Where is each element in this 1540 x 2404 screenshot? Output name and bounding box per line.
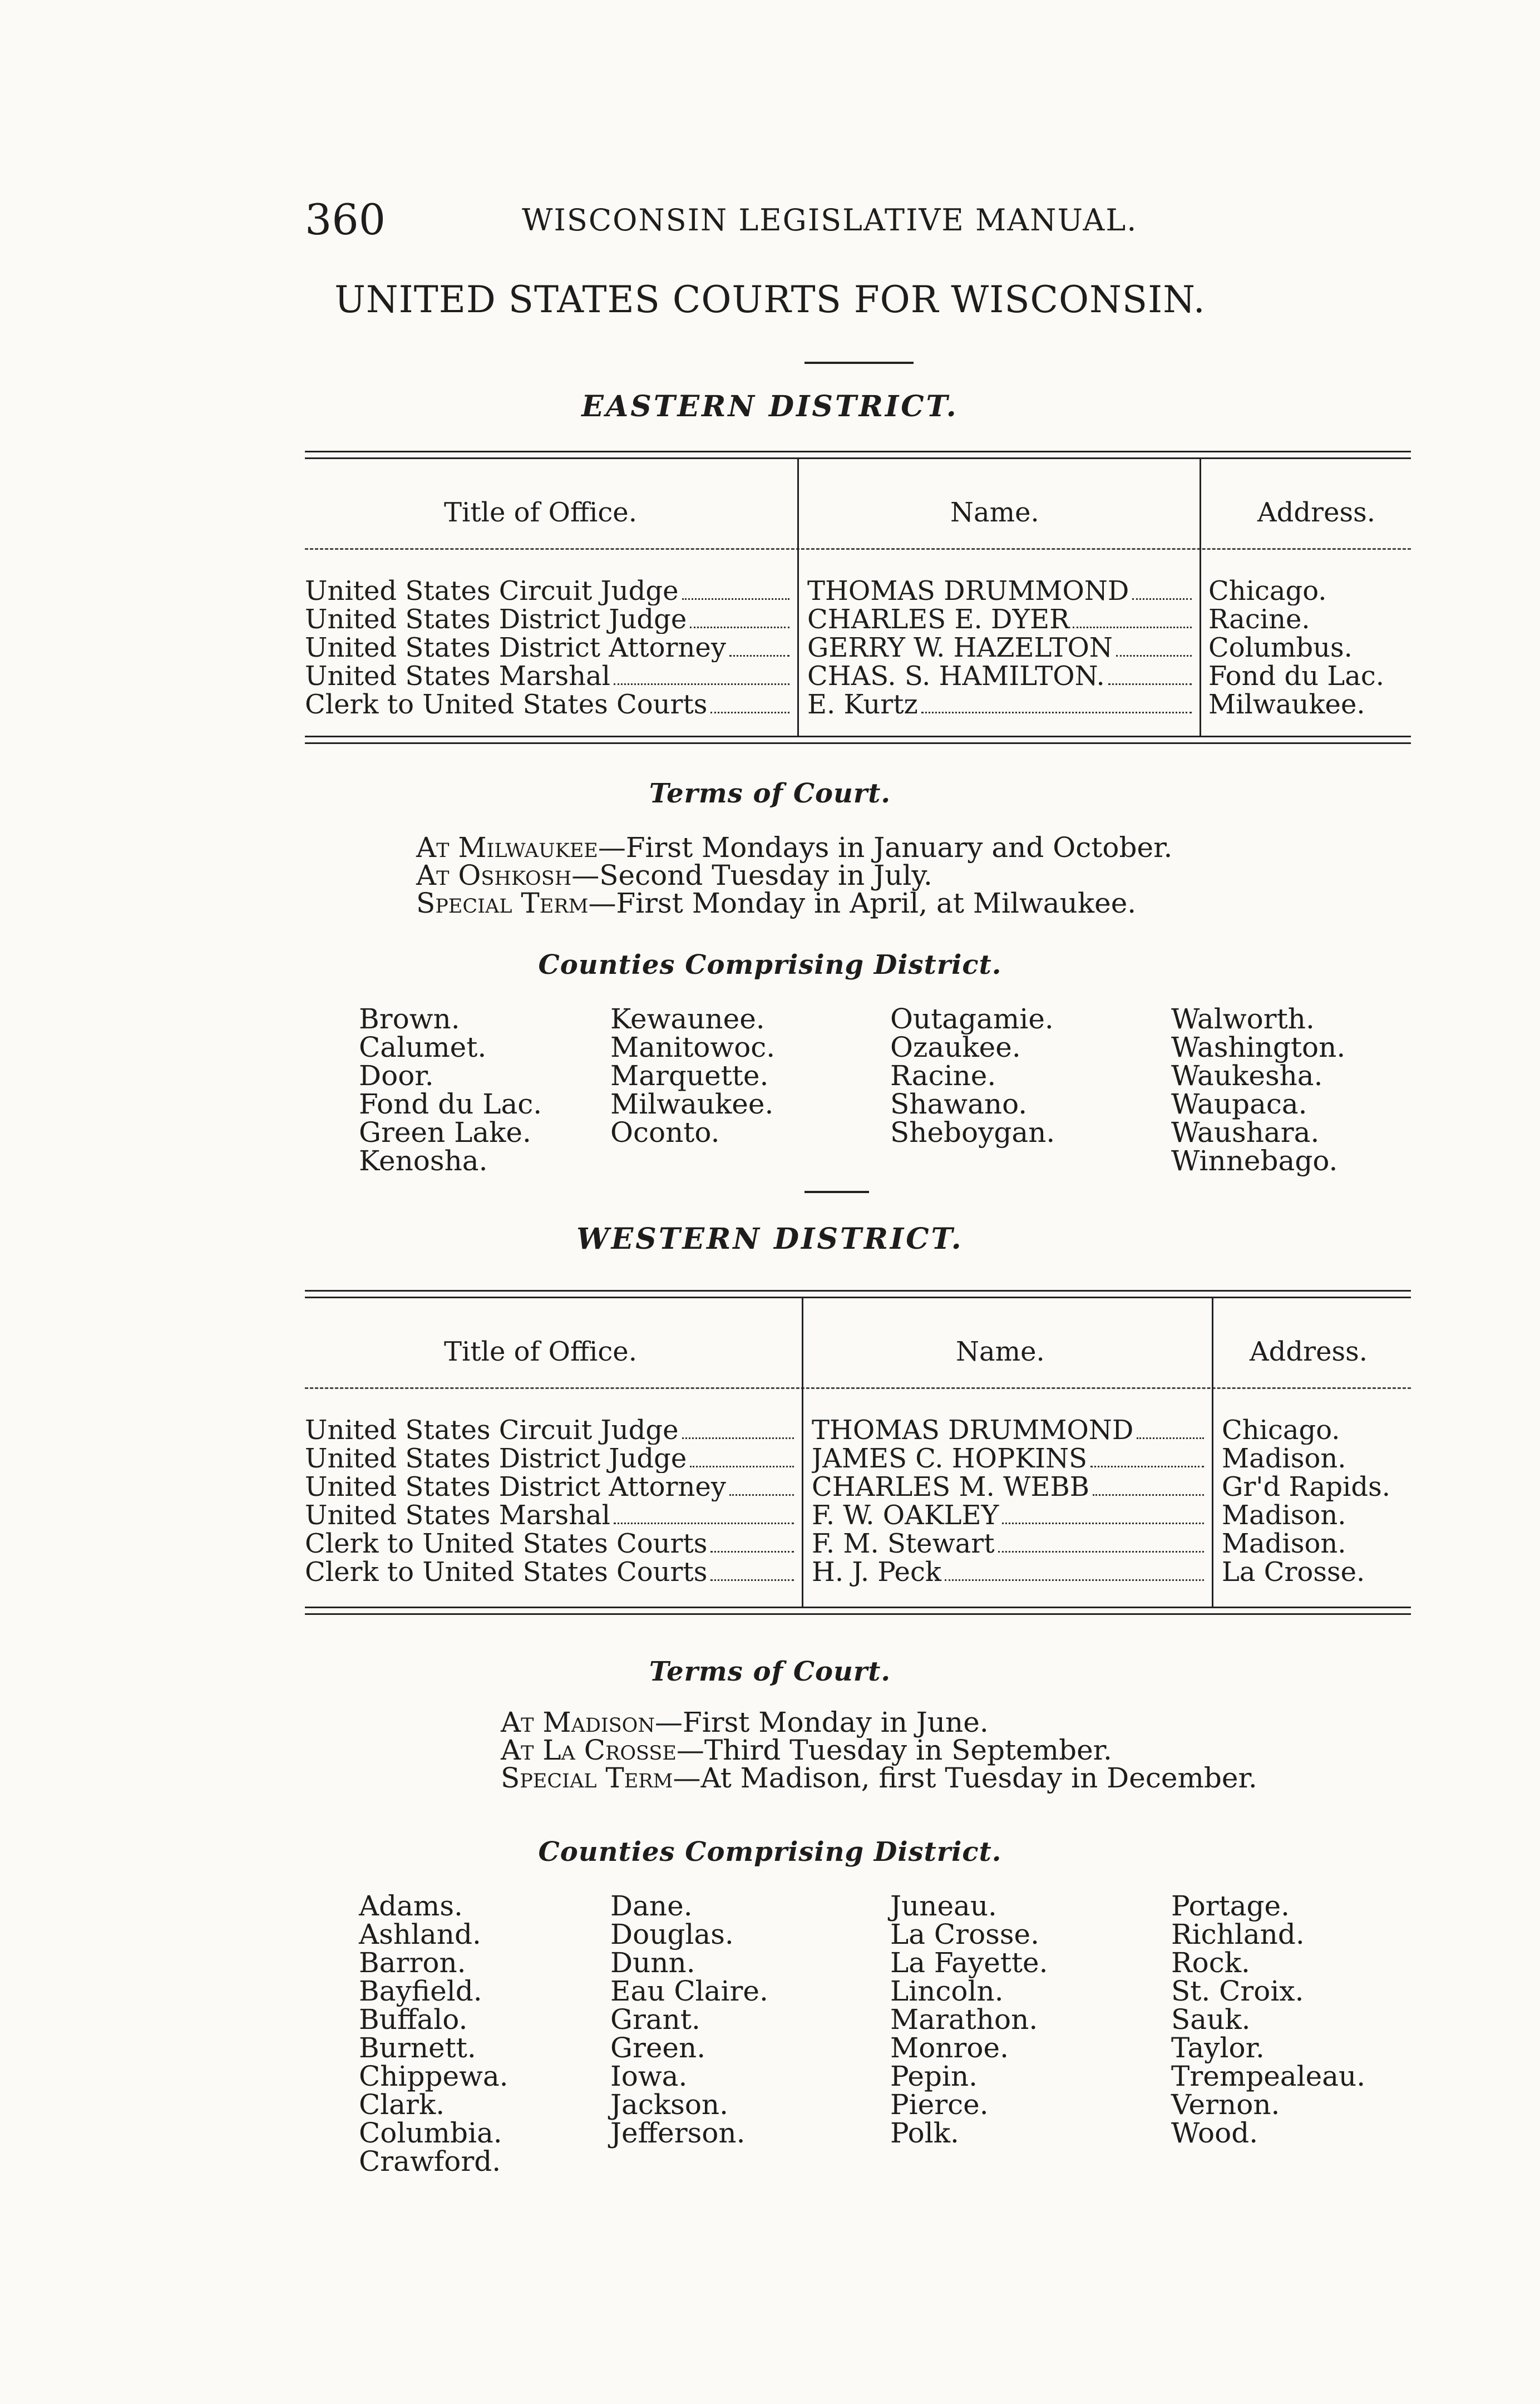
table-row <box>305 1558 1411 1587</box>
county-name: Shawano. <box>890 1088 1028 1120</box>
cell-name-text: GERRY W. HAZELTON <box>807 634 1113 662</box>
term-text: —At Madison, first Tuesday in December. <box>673 1762 1257 1794</box>
leader-dots <box>1132 592 1192 600</box>
cell-name <box>807 577 1194 605</box>
county-name: Brown. <box>359 1003 460 1035</box>
county-name: Kenosha. <box>359 1145 488 1177</box>
county-name: Sheboygan. <box>890 1116 1055 1149</box>
column-header-address: Address. <box>1257 497 1375 528</box>
county-column <box>610 1005 775 1147</box>
leader-dots <box>1137 1431 1204 1439</box>
cell-name-text: THOMAS DRUMMOND <box>807 577 1129 605</box>
county-name: Walworth. <box>1171 1003 1315 1035</box>
eastern-counties-list <box>359 1005 1416 1183</box>
header-rule <box>305 548 1411 550</box>
cell-address <box>1208 662 1420 691</box>
cell-title-text: Clerk to United States Courts <box>305 691 708 719</box>
county-name: Barron. <box>359 1947 466 1979</box>
county-name: Door. <box>359 1060 434 1092</box>
county-name: Racine. <box>890 1060 996 1092</box>
county-name: Douglas. <box>610 1918 734 1950</box>
county-name: Bayfield. <box>359 1975 482 2007</box>
cell-name-text: JAMES C. HOPKINS <box>812 1445 1087 1473</box>
cell-name <box>807 605 1194 634</box>
table-row <box>305 1501 1411 1530</box>
county-column <box>359 1892 509 2176</box>
table-row <box>305 1445 1411 1473</box>
eastern-terms-heading: Terms of Court. <box>649 778 891 809</box>
cell-name <box>812 1558 1206 1587</box>
cell-address <box>1208 605 1420 634</box>
term-place: At Milwaukee <box>416 831 598 864</box>
county-name: Chippewa. <box>359 2060 509 2092</box>
county-name: Milwaukee. <box>610 1088 774 1120</box>
column-header-title: Title of Office. <box>444 497 637 528</box>
cell-address-text: Gr'd Rapids. <box>1222 1473 1391 1501</box>
table-top-rule <box>305 1290 1411 1298</box>
term-line <box>416 831 1173 864</box>
county-name: Vernon. <box>1171 2088 1280 2121</box>
leader-dots <box>1073 620 1192 628</box>
county-name: Taylor. <box>1171 2032 1265 2064</box>
term-text: —First Mondays in January and October. <box>598 831 1173 864</box>
county-name: Fond du Lac. <box>359 1088 542 1120</box>
county-name: Outagamie. <box>890 1003 1054 1035</box>
table-row <box>305 1416 1411 1445</box>
county-column <box>1171 1892 1365 2147</box>
cell-title <box>305 1558 796 1587</box>
column-divider <box>1212 1298 1213 1393</box>
eastern-officers-table <box>305 451 1411 744</box>
county-name: Pierce. <box>890 2088 989 2121</box>
county-column <box>1171 1005 1345 1175</box>
cell-title <box>305 1473 796 1501</box>
cell-name-text: THOMAS DRUMMOND <box>812 1416 1134 1445</box>
cell-name-text: F. W. OAKLEY <box>812 1501 999 1530</box>
county-column <box>610 1892 768 2147</box>
cell-address <box>1222 1558 1422 1587</box>
county-name: Waupaca. <box>1171 1088 1307 1120</box>
leader-dots <box>1108 677 1192 685</box>
county-name: Crawford. <box>359 2145 501 2178</box>
table-bottom-rule <box>305 736 1411 744</box>
county-name: Lincoln. <box>890 1975 1004 2007</box>
divider <box>804 1191 869 1193</box>
cell-address <box>1208 691 1420 719</box>
county-name: St. Croix. <box>1171 1975 1304 2007</box>
county-name: Buffalo. <box>359 2003 468 2036</box>
term-place: At Madison <box>501 1706 655 1738</box>
county-name: Jackson. <box>610 2088 729 2121</box>
cell-title-text: United States Marshal <box>305 662 610 691</box>
county-name: La Crosse. <box>890 1918 1039 1950</box>
cell-address <box>1208 634 1420 662</box>
county-name: Dunn. <box>610 1947 695 1979</box>
western-terms-heading: Terms of Court. <box>649 1656 891 1687</box>
county-name: Dane. <box>610 1890 693 1922</box>
county-name: Marathon. <box>890 2003 1038 2036</box>
cell-name <box>812 1501 1206 1530</box>
cell-title <box>305 1416 796 1445</box>
county-name: Rock. <box>1171 1947 1250 1979</box>
term-place: At Oshkosh <box>416 859 572 891</box>
cell-address-text: Chicago. <box>1222 1416 1340 1445</box>
cell-title-text: United States District Judge <box>305 1445 687 1473</box>
county-name: Washington. <box>1171 1031 1346 1063</box>
leader-dots <box>998 1544 1204 1553</box>
county-name: Clark. <box>359 2088 445 2121</box>
county-name: Sauk. <box>1171 2003 1251 2036</box>
western-district-heading: WESTERN DISTRICT. <box>576 1222 964 1256</box>
term-text: —Second Tuesday in July. <box>571 859 932 891</box>
cell-title <box>305 691 792 719</box>
county-name: Adams. <box>359 1890 463 1922</box>
column-divider <box>797 459 799 554</box>
county-name: Columbia. <box>359 2117 502 2149</box>
cell-address-text: Madison. <box>1222 1530 1346 1558</box>
cell-address-text: Milwaukee. <box>1208 691 1365 719</box>
eastern-terms-list <box>416 831 1173 919</box>
table-header <box>305 1298 1411 1393</box>
table-body <box>305 554 1411 736</box>
cell-address-text: La Crosse. <box>1222 1558 1365 1587</box>
term-place: At La Crosse <box>501 1734 677 1766</box>
column-header-address: Address. <box>1250 1336 1368 1367</box>
cell-address-text: Fond du Lac. <box>1208 662 1385 691</box>
leader-dots <box>682 1431 794 1439</box>
county-name: Waushara. <box>1171 1116 1320 1149</box>
county-name: Kewaunee. <box>610 1003 765 1035</box>
table-top-rule <box>305 451 1411 459</box>
term-line <box>416 861 1172 889</box>
western-counties-list <box>359 1892 1416 2181</box>
leader-dots <box>682 592 789 600</box>
cell-address-text: Columbus. <box>1208 634 1353 662</box>
county-column <box>359 1005 542 1175</box>
leader-dots <box>710 705 789 713</box>
divider <box>804 362 914 364</box>
cell-title-text: United States District Judge <box>305 605 687 634</box>
cell-title-text: United States Marshal <box>305 1501 610 1530</box>
western-terms-list <box>501 1708 1257 1792</box>
county-name: Trempealeau. <box>1171 2060 1366 2092</box>
county-column <box>890 1005 1055 1147</box>
cell-address-text: Madison. <box>1222 1501 1346 1530</box>
county-name: Waukesha. <box>1171 1060 1323 1092</box>
cell-title <box>305 1501 796 1530</box>
page-title: UNITED STATES COURTS FOR WISCONSIN. <box>334 278 1206 321</box>
cell-address-text: Madison. <box>1222 1445 1346 1473</box>
leader-dots <box>614 677 789 685</box>
cell-address <box>1222 1501 1422 1530</box>
term-place: Special Term <box>501 1762 673 1794</box>
cell-title <box>305 605 792 634</box>
cell-address-text: Racine. <box>1208 605 1310 634</box>
county-name: Wood. <box>1171 2117 1258 2149</box>
page-number: 360 <box>305 195 386 244</box>
county-name: Winnebago. <box>1171 1145 1338 1177</box>
leader-dots <box>690 1459 794 1467</box>
table-row <box>305 634 1411 662</box>
running-head <box>305 195 1206 250</box>
county-name: Pepin. <box>890 2060 978 2092</box>
county-name: Calumet. <box>359 1031 487 1063</box>
cell-address <box>1222 1530 1422 1558</box>
county-name: Iowa. <box>610 2060 688 2092</box>
cell-name <box>807 634 1194 662</box>
eastern-district-heading: EASTERN DISTRICT. <box>581 390 959 423</box>
term-line <box>501 1708 1257 1736</box>
cell-title-text: United States District Attorney <box>305 634 726 662</box>
western-officers-table <box>305 1290 1411 1615</box>
cell-address <box>1222 1416 1422 1445</box>
cell-name <box>807 662 1194 691</box>
cell-name <box>812 1473 1206 1501</box>
term-text: —Third Tuesday in September. <box>676 1734 1112 1766</box>
cell-title-text: United States Circuit Judge <box>305 1416 679 1445</box>
leader-dots <box>1002 1516 1204 1524</box>
county-name: Burnett. <box>359 2032 476 2064</box>
term-line <box>501 1764 1257 1792</box>
cell-name-text: F. M. Stewart <box>812 1530 995 1558</box>
county-name: Oconto. <box>610 1116 720 1149</box>
leader-dots <box>945 1573 1204 1581</box>
leader-dots <box>614 1516 794 1524</box>
leader-dots <box>710 1544 794 1553</box>
county-name: La Fayette. <box>890 1947 1048 1979</box>
term-text: —First Monday in June. <box>655 1706 989 1738</box>
cell-title-text: Clerk to United States Courts <box>305 1558 708 1587</box>
county-name: Portage. <box>1171 1890 1290 1922</box>
table-row <box>305 1530 1411 1558</box>
county-name: Ozaukee. <box>890 1031 1021 1063</box>
county-name: Grant. <box>610 2003 700 2036</box>
table-bottom-rule <box>305 1607 1411 1615</box>
cell-name <box>812 1416 1206 1445</box>
cell-name <box>807 691 1194 719</box>
cell-address <box>1222 1445 1422 1473</box>
western-counties-heading: Counties Comprising District. <box>538 1836 1002 1868</box>
cell-name <box>812 1445 1206 1473</box>
county-name: Monroe. <box>890 2032 1009 2064</box>
cell-title <box>305 1445 796 1473</box>
leader-dots <box>1090 1459 1204 1467</box>
cell-name <box>812 1530 1206 1558</box>
eastern-counties-heading: Counties Comprising District. <box>538 949 1002 981</box>
cell-title <box>305 662 792 691</box>
leader-dots <box>729 648 789 657</box>
table-row <box>305 662 1411 691</box>
county-name: Marquette. <box>610 1060 769 1092</box>
cell-address <box>1222 1473 1422 1501</box>
cell-title <box>305 577 792 605</box>
table-body <box>305 1393 1411 1607</box>
county-column <box>890 1892 1048 2147</box>
cell-title-text: United States District Attorney <box>305 1473 726 1501</box>
column-divider <box>1200 459 1201 554</box>
county-name: Green. <box>610 2032 706 2064</box>
term-line <box>416 889 1172 917</box>
header-rule <box>305 1387 1411 1389</box>
county-name: Manitowoc. <box>610 1031 776 1063</box>
county-name: Ashland. <box>359 1918 481 1950</box>
cell-name-text: CHARLES E. DYER <box>807 605 1070 634</box>
column-divider <box>802 1298 803 1393</box>
leader-dots <box>921 705 1192 713</box>
county-name: Green Lake. <box>359 1116 531 1149</box>
county-name: Juneau. <box>890 1890 997 1922</box>
cell-title <box>305 1530 796 1558</box>
cell-title-text: Clerk to United States Courts <box>305 1530 708 1558</box>
column-header-name: Name. <box>956 1336 1045 1367</box>
county-name: Richland. <box>1171 1918 1305 1950</box>
cell-name-text: H. J. Peck <box>812 1558 941 1587</box>
term-place: Special Term <box>416 887 589 919</box>
cell-name-text: CHARLES M. WEBB <box>812 1473 1090 1501</box>
leader-dots <box>690 620 789 628</box>
cell-address-text: Chicago. <box>1208 577 1327 605</box>
cell-title <box>305 634 792 662</box>
leader-dots <box>710 1573 794 1581</box>
county-name: Polk. <box>890 2117 959 2149</box>
leader-dots <box>1093 1487 1204 1496</box>
table-row <box>305 691 1411 719</box>
county-name: Eau Claire. <box>610 1975 768 2007</box>
term-line <box>501 1736 1257 1764</box>
column-header-name: Name. <box>950 497 1039 528</box>
county-name: Jefferson. <box>610 2117 746 2149</box>
cell-name-text: CHAS. S. HAMILTON. <box>807 662 1105 691</box>
table-row <box>305 1473 1411 1501</box>
table-header <box>305 459 1411 554</box>
table-row <box>305 577 1411 605</box>
cell-address <box>1208 577 1420 605</box>
cell-name-text: E. Kurtz <box>807 691 918 719</box>
running-title: WISCONSIN LEGISLATIVE MANUAL. <box>522 203 1138 238</box>
table-row <box>305 605 1411 634</box>
cell-title-text: United States Circuit Judge <box>305 577 679 605</box>
column-header-title: Title of Office. <box>444 1336 637 1367</box>
leader-dots <box>1116 648 1192 657</box>
leader-dots <box>729 1487 794 1496</box>
term-text: —First Monday in April, at Milwaukee. <box>588 887 1137 919</box>
